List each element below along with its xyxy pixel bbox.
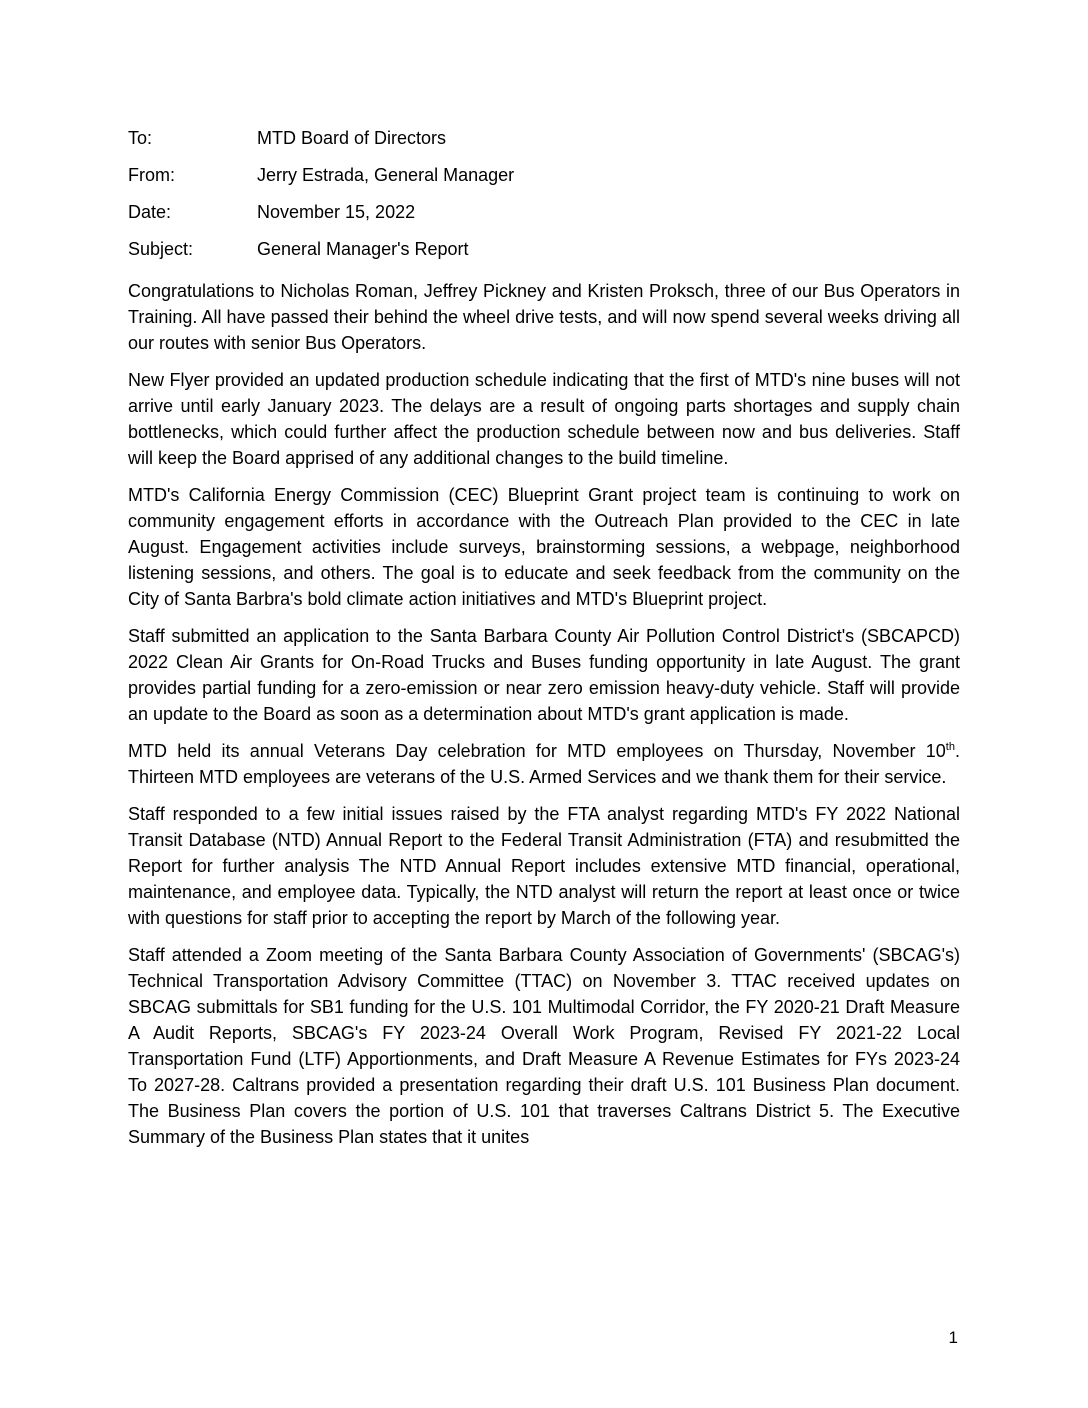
memo-paragraph [128,738,960,790]
memo-header-row [128,202,960,223]
memo-header-row [128,165,960,186]
memo-header-value: MTD Board of Directors [257,128,447,148]
paragraph-text: MTD's California Energy Commission (CEC) Blueprint Grant project team is continuing to work on community engagement efforts in accordance with the Outreach Plan provided to the CEC in late August. Engagement activities include surveys, brainstorming sessions, a webpage, neighborhood listening sessions, and others. The goal is to educate and seek feedback from the community on the City of Santa Barbra's bold climate action initiatives and MTD's Blueprint project. [128,485,960,609]
memo-header-value: General Manager's Report [257,239,469,259]
memo-header-row [128,128,960,149]
paragraph-text: Staff submitted an application to the Santa Barbara County Air Pollution Control District's (SBCAPCD) 2022 Clean Air Grants for On-Road Trucks and Buses funding opportunity in late August. The grant provides partial funding for a zero-emission or near zero emission heavy-duty vehicle. Staff will provide an update to the Board as soon as a determination about MTD's grant application is made. [128,626,960,724]
memo-header-value: Jerry Estrada, General Manager [257,165,515,185]
paragraph-text: MTD held its annual Veterans Day celebration for MTD employees on Thursday, November 10 [128,741,946,761]
memo-paragraph [128,482,960,612]
memo-paragraph [128,623,960,727]
paragraph-text: Staff attended a Zoom meeting of the Santa Barbara County Association of Governments' (SBCAG's) Technical Transportation Advisory Committee (TTAC) on November 3. TTAC received updates on SBCAG submittals for SB1 funding for the U.S. 101 Multimodal Corridor, the FY 2020-21 Draft Measure A Audit Reports, SBCAG's FY 2023-24 Overall Work Program, Revised FY 2021-22 Local Transportation Fund (LTF) Apportionments, and Draft Measure A Revenue Estimates for FYs 2023-24 To 2027-28. Caltrans provided a presentation regarding their draft U.S. 101 Business Plan document. The Business Plan covers the portion of U.S. 101 that traverses Caltrans District 5. The Executive Summary of the Business Plan states that it unites [128,945,960,1147]
memo-header [128,128,960,260]
paragraph-text: . Thirteen MTD employees are veterans of the U.S. Armed Services and we thank them for their service. [128,741,960,787]
paragraph-text: Staff responded to a few initial issues raised by the FTA analyst regarding MTD's FY 2022 National Transit Database (NTD) Annual Report to the Federal Transit Administration (FTA) and resubmitted the Report for further analysis The NTD Annual Report includes extensive MTD financial, operational, maintenance, and employee data. Typically, the NTD analyst will return the report at least once or twice with questions for staff prior to accepting the report by March of the following year. [128,804,960,928]
page-number: 1 [948,1328,958,1347]
memo-header-label: Date: [128,202,172,222]
paragraph-text: New Flyer provided an updated production schedule indicating that the first of MTD's nine buses will not arrive until early January 2023. The delays are a result of ongoing parts shortages and supply chain bottlenecks, which could further affect the production schedule between now and bus deliveries. Staff will keep the Board apprised of any additional changes to the build timeline. [128,370,960,468]
memo-header-label: From: [128,165,175,185]
memo-header-label: To: [128,128,153,148]
memo-header-label: Subject: [128,239,194,259]
memo-paragraph [128,367,960,471]
paragraph-text: Congratulations to Nicholas Roman, Jeffrey Pickney and Kristen Proksch, three of our Bus Operators in Training. All have passed their behind the wheel drive tests, and will now spend several weeks driving all our routes with senior Bus Operators. [128,281,960,353]
paragraph-superscript: th [945,741,955,753]
memo-paragraph [128,801,960,931]
memo-header-value: November 15, 2022 [257,202,416,222]
memo-paragraph [128,942,960,1150]
memo-paragraph [128,278,960,356]
memo-body [128,278,960,1150]
memo-header-row [128,239,960,260]
